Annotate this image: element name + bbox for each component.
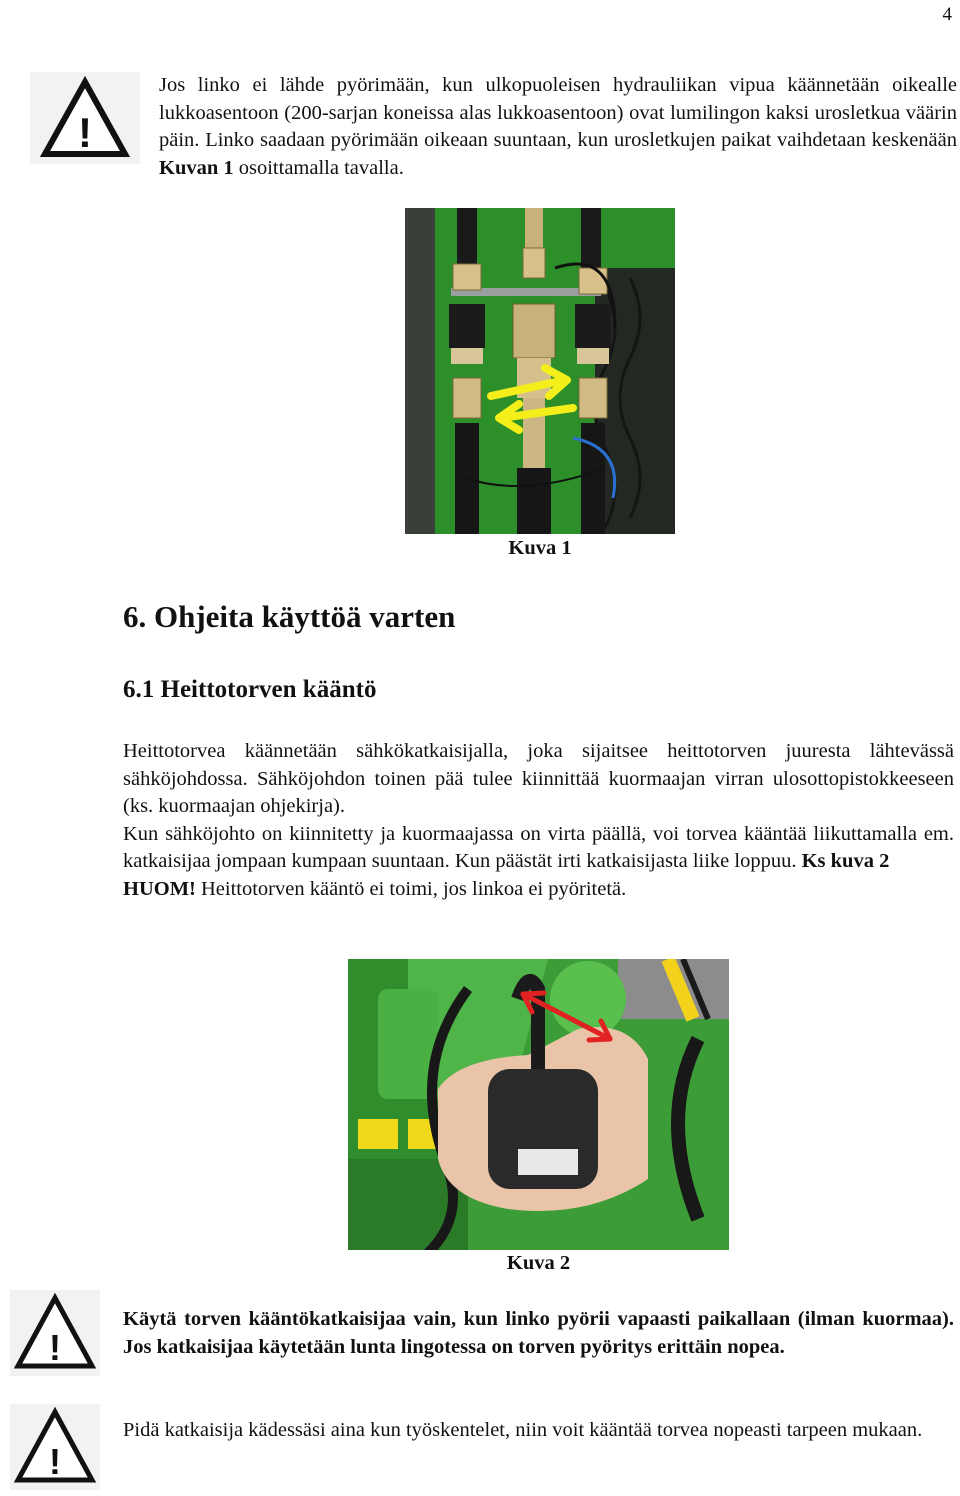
warning-intro-text bbox=[159, 72, 957, 182]
section-6-1-body bbox=[123, 738, 954, 903]
section-6-1-title: 6.1 Heittotorven kääntö bbox=[123, 676, 377, 703]
intro-figure-ref: Kuvan 1 bbox=[159, 156, 234, 179]
warning-2-text: Käytä torven kääntökatkaisijaa vain, kun linko pyörii vapaasti paikallaan (ilman kuormaa). Jos katkaisijaa käytetään lunta lingotessa on torven pyöritys erittäin nopea. bbox=[123, 1308, 954, 1358]
section-6-title: 6. Ohjeita käyttöä varten bbox=[123, 599, 456, 634]
warning-3-text: Pidä katkaisija kädessäsi aina kun työskentelet, niin voit kääntää torvea nopeasti tarpeen mukaan. bbox=[123, 1419, 923, 1441]
figure-1-caption: Kuva 1 bbox=[508, 537, 572, 559]
intro-text-1: Jos linko ei lähde pyörimään, kun ulkopuoleisen hydrauliikan vipua käännetään oikealle lukkoasentoon (200-sarjan koneissa alas lukkoasentoon) ovat lumilingon kaksi urosletkua väärin päin. Linko saadaan pyörimään oikeaan suuntaan, kun urosletkujen paikat vaihdetaan keskenään bbox=[159, 74, 957, 151]
warning-triangle-icon bbox=[10, 1404, 100, 1490]
paragraph-2-text: Kun sähköjohto on kiinnitetty ja kuormaajassa on virta päällä, voi torvea kääntää liikuttamalla em. katkaisijaa jompaan kumpaan suuntaan. Kun päästät irti katkaisijasta liike loppuu. bbox=[123, 822, 954, 872]
note-label: HUOM! bbox=[123, 877, 196, 900]
note-line bbox=[123, 876, 954, 904]
figure-2-photo bbox=[348, 959, 729, 1250]
figure-2-reference: Ks kuva 2 bbox=[801, 850, 890, 872]
svg-text:!: ! bbox=[78, 109, 92, 156]
page-number: 4 bbox=[942, 4, 952, 25]
svg-text:!: ! bbox=[49, 1441, 61, 1482]
section-6-1-paragraph-2 bbox=[123, 821, 954, 876]
figure-2-caption: Kuva 2 bbox=[506, 1252, 571, 1274]
svg-text:!: ! bbox=[49, 1327, 61, 1368]
note-text: Heittotorven kääntö ei toimi, jos linkoa ei pyöritetä. bbox=[195, 877, 627, 900]
warning-triangle-icon bbox=[30, 72, 140, 164]
warning-triangle-icon bbox=[10, 1290, 100, 1376]
figure-1-photo bbox=[405, 208, 675, 534]
intro-text-2: osoittamalla tavalla. bbox=[233, 156, 404, 179]
section-6-1-paragraph-1: Heittotorvea käännetään sähkökatkaisijalla, joka sijaitsee heittotorven juuresta lähtevässä sähköjohdossa. Sähköjohdon toinen pää tulee kiinnittää kuormaajan virran ulosottopistokkeeseen (ks. kuormaajan ohjekirja). bbox=[123, 740, 954, 817]
